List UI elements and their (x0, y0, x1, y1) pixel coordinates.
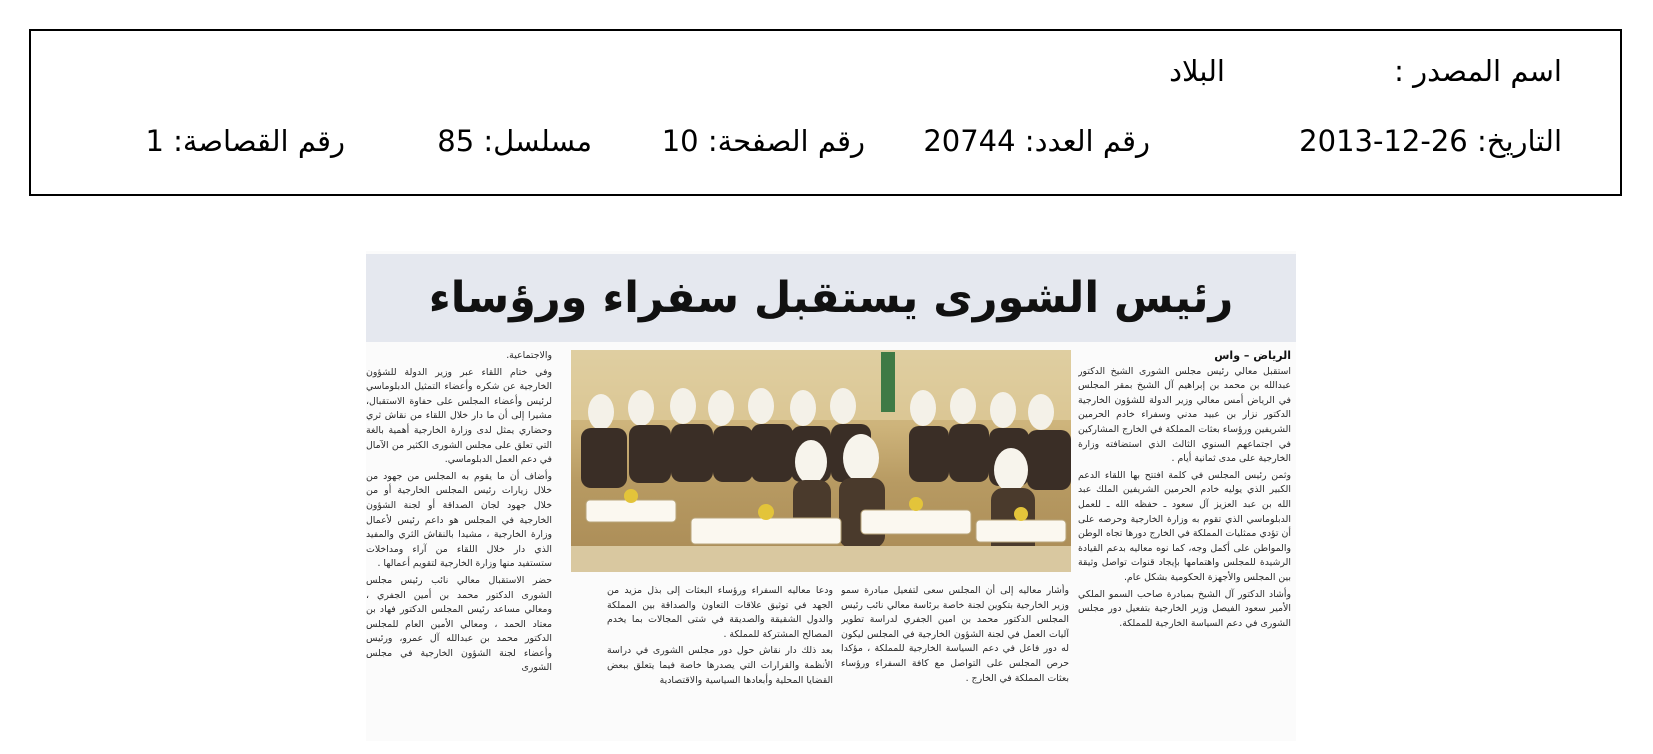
paragraph: والاجتماعية. (506, 350, 552, 361)
article-column-left (366, 349, 552, 741)
paragraph: بعد ذلك دار نقاش حول دور مجلس الشورى في دراسة الأنظمة والقرارات التي يصدرها خاصة فيما يتعلق ببعض القضايا المحلية وأبعادها السياسية والاقتصادية (607, 645, 833, 686)
page-field: رقم الصفحة: 10 (661, 124, 865, 158)
source-info-box (29, 29, 1622, 196)
paragraph: حضر الاستقبال معالي نائب رئيس مجلس الشورى الدكتور محمد بن أمين الجفري ، ومعالي مساعد رئيس المجلس الدكتور فهاد بن معتاد الحمد ، ومعالي الأمين العام للمجلس الدكتور محمد بن عبدالله آل عمرو، ورئيس وأعضاء لجنة الشؤون الخارجية في مجلس الشورى (366, 574, 552, 674)
meeting-photo-illustration (571, 350, 1071, 572)
headline-band (366, 254, 1296, 342)
source-value: البلاد (1169, 54, 1225, 88)
article-column-mid-right (841, 584, 1069, 734)
issue-field: رقم العدد: 20744 (923, 124, 1150, 158)
date-field: التاريخ: 26-12-2013 (1299, 124, 1562, 158)
source-label: اسم المصدر : (1394, 54, 1562, 88)
serial-field: مسلسل: 85 (437, 124, 592, 158)
paragraph: وأضاف أن ما يقوم به المجلس من جهود من خلال زيارات رئيس المجلس الخارجية أو من خلال جهود لجان الصداقة أو لجنة الشؤون الخارجية في المجلس هو داعم رئيس لأعمال وزارة الخارجية ، مشيدا بالنقاش الثري والمفيد الذي دار خلال اللقاء من آراء ومداخلات ستستفيد منها وزارة الخارجية لتقويم أعمالها . (366, 470, 552, 570)
article-column-right (1078, 349, 1291, 729)
article-column-mid-left (607, 584, 833, 734)
newspaper-clipping (366, 251, 1296, 741)
paragraph: وأشاد الدكتور آل الشيخ بمبادرة صاحب السمو الملكي الأمير سعود الفيصل وزير الخارجية بتفعيل دور مجلس الشورى في دعم السياسة الخارجية للمملكة. (1078, 588, 1291, 629)
source-row (31, 51, 1620, 91)
paragraph: وثمن رئيس المجلس في كلمة افتتح بها اللقاء الدعم الكبير الذي يوليه خادم الحرمين الشريفين الملك عبد الله بن عبد العزيز آل سعود ـ حفظه الله ـ للعمل الدبلوماسي الذي تقوم به وزارة الخارجية وحرصه على أن تؤدي ممثليات المملكة في الخارج دورها تجاه الوطن والمواطن على أكمل وجه، كما نوه معاليه بدعم القيادة الرشيدة للمجلس واهتمامها بإيجاد قنوات تواصل وثيقة بين المجلس والأجهزة الحكومية بشكل عام. (1078, 469, 1291, 583)
metadata-row (31, 121, 1620, 161)
meeting-photo (571, 350, 1071, 572)
paragraph: وأشار معاليه إلى أن المجلس سعى لتفعيل مبادرة سمو وزير الخارجية بتكوين لجنة خاصة برئاسة معالي نائب رئيس المجلس الدكتور محمد بن امين الجفري لدراسة تطوير آليات العمل في لجنة الشؤون الخارجية في المجلس ليكون له دور فاعل في دعم السياسة الخارجية للمملكة ، مؤكدا حرص المجلس على التواصل مع كافة السفراء ورؤساء بعثات المملكة في الخارج . (841, 585, 1069, 684)
article-headline: رئيس الشورى يستقبل سفراء ورؤساء (428, 273, 1234, 323)
article-dateline: الرياض – واس (1214, 349, 1291, 362)
paragraph: وفي ختام اللقاء عبر وزير الدولة للشؤون الخارجية عن شكره وأعضاء التمثيل الدبلوماسي لرئيس وأعضاء المجلس على حفاوة الاستقبال، مشيرا إلى أن ما دار خلال اللقاء من نقاش ثري وحضاري يمثل لدى وزارة الخارجية أهمية بالغة التي تعلق على مجلس الشورى الكثير من الآمال في دعم العمل الدبلوماسي. (366, 366, 552, 466)
clip-number-field: رقم القصاصة: 1 (145, 124, 345, 158)
paragraph: استقبل معالي رئيس مجلس الشورى الشيخ الدكتور عبدالله بن محمد بن إبراهيم آل الشيخ بمقر المجلس في الرياض أمس معالي وزير الدولة للشؤون الخارجية الدكتور نزار بن عبيد مدني وسفراء خادم الحرمين الشريفين ورؤساء بعثات المملكة في الخارج المشاركين في اجتماعهم السنوي الثالث الذي استضافته وزارة الخارجية على مدى ثمانية أيام . (1078, 365, 1291, 465)
paragraph: ودعا معاليه السفراء ورؤساء البعثات إلى بذل مزيد من الجهد في توثيق علاقات التعاون والصداقة بين المملكة والدول الشقيقة والصديقة في شتى المجالات بما يخدم المصالح المشتركة للمملكة . (607, 585, 833, 640)
